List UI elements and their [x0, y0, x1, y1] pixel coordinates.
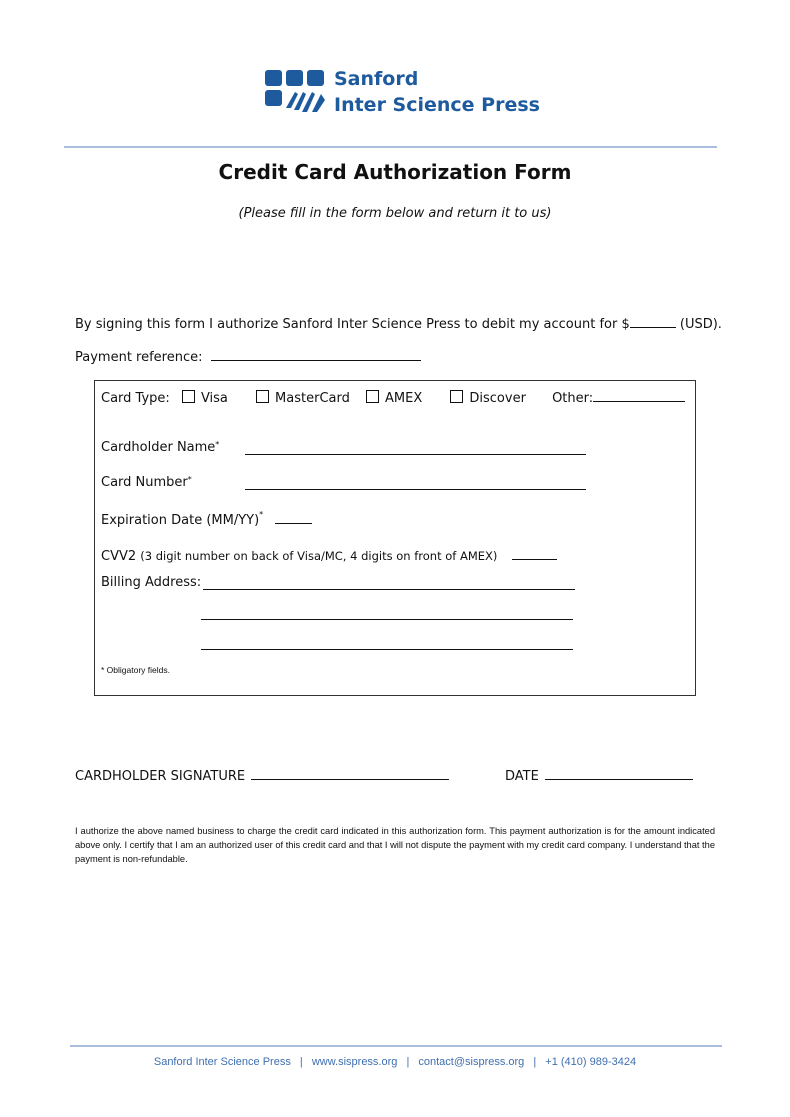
legal-text: I authorize the above named business to charge the credit card indicated in this authorization form. This payment authorization is for the amount indicated above only. I certify that I am an authorized user of this credit card and that I will not dispute the payment with my credit card company. I understand that the payment is non-refundable. — [75, 826, 715, 864]
obligatory-note: * Obligatory fields. — [101, 665, 170, 675]
required-marker: * — [215, 440, 220, 449]
cardholder-name-row — [101, 440, 219, 455]
other-label: Other: — [552, 391, 594, 406]
card-type-label: Card Type: — [101, 391, 170, 406]
card-type-discover[interactable] — [450, 391, 526, 406]
payment-reference-field[interactable] — [211, 347, 421, 361]
logo-line-1: Sanford — [334, 68, 419, 90]
required-marker: * — [187, 475, 192, 484]
signature-field[interactable] — [251, 766, 449, 780]
amount-field[interactable] — [630, 314, 676, 328]
amex-label: AMEX — [385, 391, 423, 406]
footer — [0, 1056, 790, 1068]
expiration-field[interactable] — [275, 510, 312, 524]
cvv-hint: (3 digit number on back of Visa/MC, 4 digits on front of AMEX) — [140, 549, 498, 563]
amex-checkbox[interactable] — [366, 390, 379, 403]
footer-company: Sanford Inter Science Press — [153, 1056, 291, 1068]
required-marker: * — [259, 510, 264, 519]
cvv-field[interactable] — [512, 546, 557, 560]
card-type-amex[interactable] — [366, 391, 422, 406]
billing-address-line-3[interactable] — [201, 636, 573, 650]
footer-rule — [70, 1045, 722, 1047]
logo-icon — [265, 70, 327, 116]
billing-address-label: Billing Address: — [101, 575, 202, 590]
page-title: Credit Card Authorization Form — [218, 160, 572, 184]
discover-checkbox[interactable] — [450, 390, 463, 403]
footer-website[interactable]: www.sispress.org — [311, 1056, 398, 1068]
mastercard-label: MasterCard — [275, 391, 350, 406]
signature-label: CARDHOLDER SIGNATURE — [75, 769, 246, 784]
footer-separator: | — [533, 1056, 537, 1068]
logo-line-2: Inter Science Press — [334, 94, 540, 116]
card-number-row — [101, 475, 192, 490]
card-type-mastercard[interactable] — [256, 391, 350, 406]
other-field[interactable] — [593, 388, 685, 402]
date-row — [505, 766, 693, 784]
card-number-field[interactable] — [245, 476, 586, 490]
card-number-label: Card Number — [101, 475, 188, 490]
cvv-row — [101, 546, 557, 564]
logo-text — [334, 66, 540, 118]
footer-separator: | — [406, 1056, 410, 1068]
page-subtitle: (Please fill in the form below and return it to us) — [238, 206, 552, 221]
footer-email[interactable]: contact@sispress.org — [418, 1056, 525, 1068]
expiration-row — [101, 510, 312, 528]
card-type-other — [552, 391, 685, 406]
date-label: DATE — [505, 769, 539, 784]
visa-label: Visa — [200, 391, 228, 406]
billing-address-line-1[interactable] — [203, 576, 575, 590]
payment-reference-row — [75, 347, 421, 365]
footer-separator: | — [299, 1056, 303, 1068]
card-type-visa[interactable] — [182, 391, 228, 406]
authorize-suffix: (USD). — [679, 317, 722, 332]
date-field[interactable] — [545, 766, 693, 780]
cvv-label: CVV2 — [101, 549, 137, 564]
billing-address-line-2[interactable] — [201, 606, 573, 620]
mastercard-checkbox[interactable] — [256, 390, 269, 403]
authorize-statement — [75, 314, 722, 332]
authorize-text: By signing this form I authorize Sanford Inter Science Press to debit my account for $ — [75, 317, 630, 332]
cardholder-name-field[interactable] — [245, 441, 586, 455]
header-rule — [64, 146, 717, 148]
expiration-label: Expiration Date (MM/YY) — [101, 513, 260, 528]
cardholder-name-label: Cardholder Name — [101, 440, 216, 455]
billing-address-row — [101, 575, 201, 590]
signature-row — [75, 766, 449, 784]
discover-label: Discover — [469, 391, 526, 406]
card-type-row — [101, 388, 685, 406]
visa-checkbox[interactable] — [182, 390, 195, 403]
footer-phone: +1 (410) 989-3424 — [545, 1056, 637, 1068]
payment-reference-label: Payment reference: — [75, 350, 203, 365]
